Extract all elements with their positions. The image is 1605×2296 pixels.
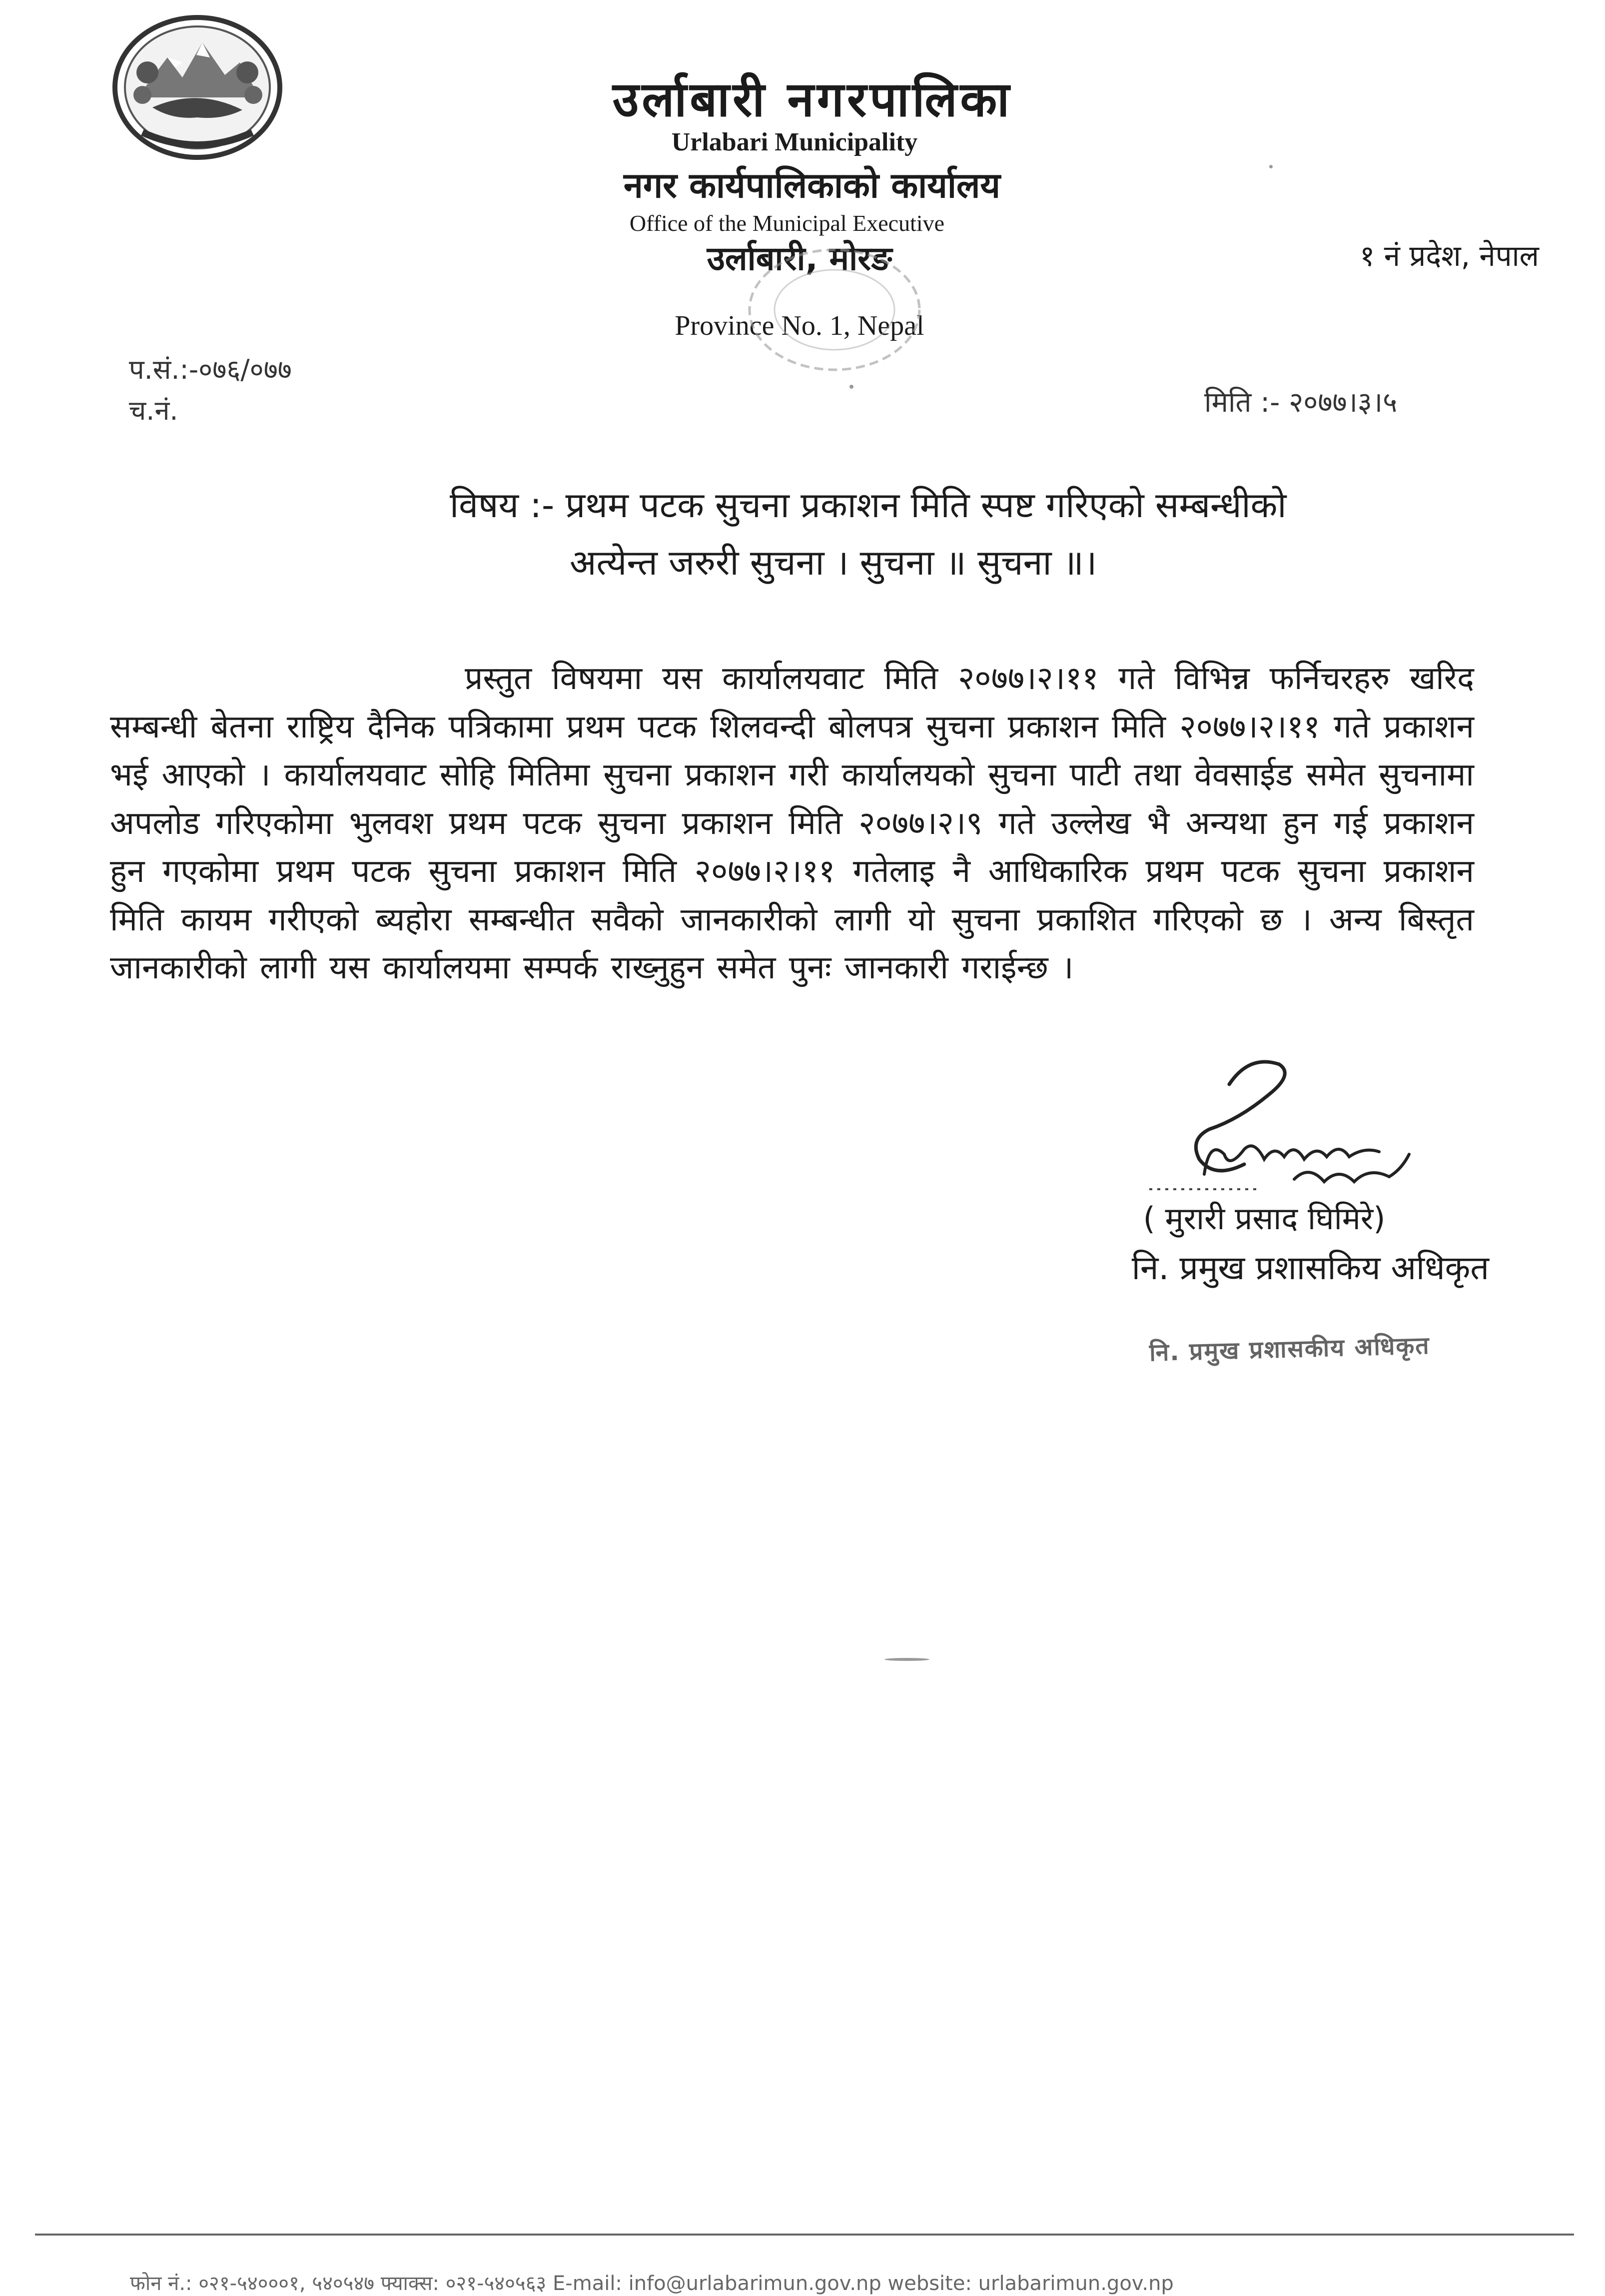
- signatory-name: ( मुरारी प्रसाद घिमिरे): [1143, 1200, 1386, 1237]
- letter-date: मिति :- २०७७।३।५: [1204, 386, 1398, 419]
- handwritten-signature: [1129, 1054, 1439, 1214]
- municipality-title-en: Urlabari Municipality: [671, 128, 918, 156]
- subject-line-2: अत्येन्त जरुरी सुचना । सुचना ॥ सुचना ॥।: [570, 542, 1097, 583]
- province-np: १ नं प्रदेश, नेपाल: [1360, 239, 1539, 273]
- footer-contact-info: फोन नं.: ०२१-५४०००१, ५४०५४७ फ्याक्स: ०२१-५४०५६३ E-mail: info@urlabarimun.gov.np website: urlabarimun.gov.np: [130, 2272, 1174, 2295]
- body-paragraph: प्रस्तुत विषयमा यस कार्यालयवाट मिति २०७७।२।११ गते विभिन्न फर्निचरहरु खरिद सम्बन्धी बेतना राष्ट्रिय दैनिक पत्रिकामा प्रथम पटक शिलवन्दी बोलपत्र सुचना प्रकाशन मिति २०७७।२।११ गते प्रकाशन भई आएको । कार्यालयवाट सोहि मितिमा सुचना प्रकाशन गरी कार्यालयको सुचना पाटी तथा वेवसाईड समेत सुचनामा अपलोड गरिएकोमा भुलवश प्रथम पटक सुचना प्रकाशन मिति २०७७।२।९ गते उल्लेख भै अन्यथा हुन गई प्रकाशन हुन गएकोमा प्रथम पटक सुचना प्रकाशन मिति २०७७।२।११ गतेलाइ नै आधिकारिक प्रथम पटक सुचना प्रकाशन मिति कायम गरीएको ब्यहोरा सम्बन्धीत सवैको जानकारीको लागी यो सुचना प्रकाशित गरिएको छ । अन्य बिस्तृत जानकारीको लागी यस कार्यालयमा सम्पर्क राख्नुहुन समेत पुनः जानकारी गराईन्छ ।: [110, 660, 1474, 986]
- location-np: उर्लाबारी, मोरङ: [707, 239, 892, 278]
- municipality-title-np: उर्लाबारी नगरपालिका: [612, 71, 1013, 127]
- signatory-title: नि. प्रमुख प्रशासकिय अधिकृत: [1131, 1249, 1489, 1287]
- footer-divider: [35, 2234, 1574, 2236]
- province-en: Province No. 1, Nepal: [675, 310, 924, 341]
- scan-speck: [849, 385, 853, 389]
- subject-line-1: विषय :- प्रथम पटक सुचना प्रकाशन मिति स्पष्ट गरिएको सम्बन्धीको: [450, 485, 1287, 526]
- office-title-np: नगर कार्यपालिकाको कार्यालय: [623, 165, 1001, 206]
- dispatch-number: च.नं.: [129, 395, 178, 426]
- office-stamp-mark: [735, 235, 934, 385]
- reference-number: प.सं.:-०७६/०७७: [129, 354, 292, 385]
- official-seal-stamp: नि. प्रमुख प्रशासकीय अधिकृत: [1149, 1331, 1431, 1367]
- scan-speck: [1269, 165, 1273, 168]
- scan-speck: [884, 1658, 929, 1661]
- office-title-en: Office of the Municipal Executive: [629, 210, 945, 236]
